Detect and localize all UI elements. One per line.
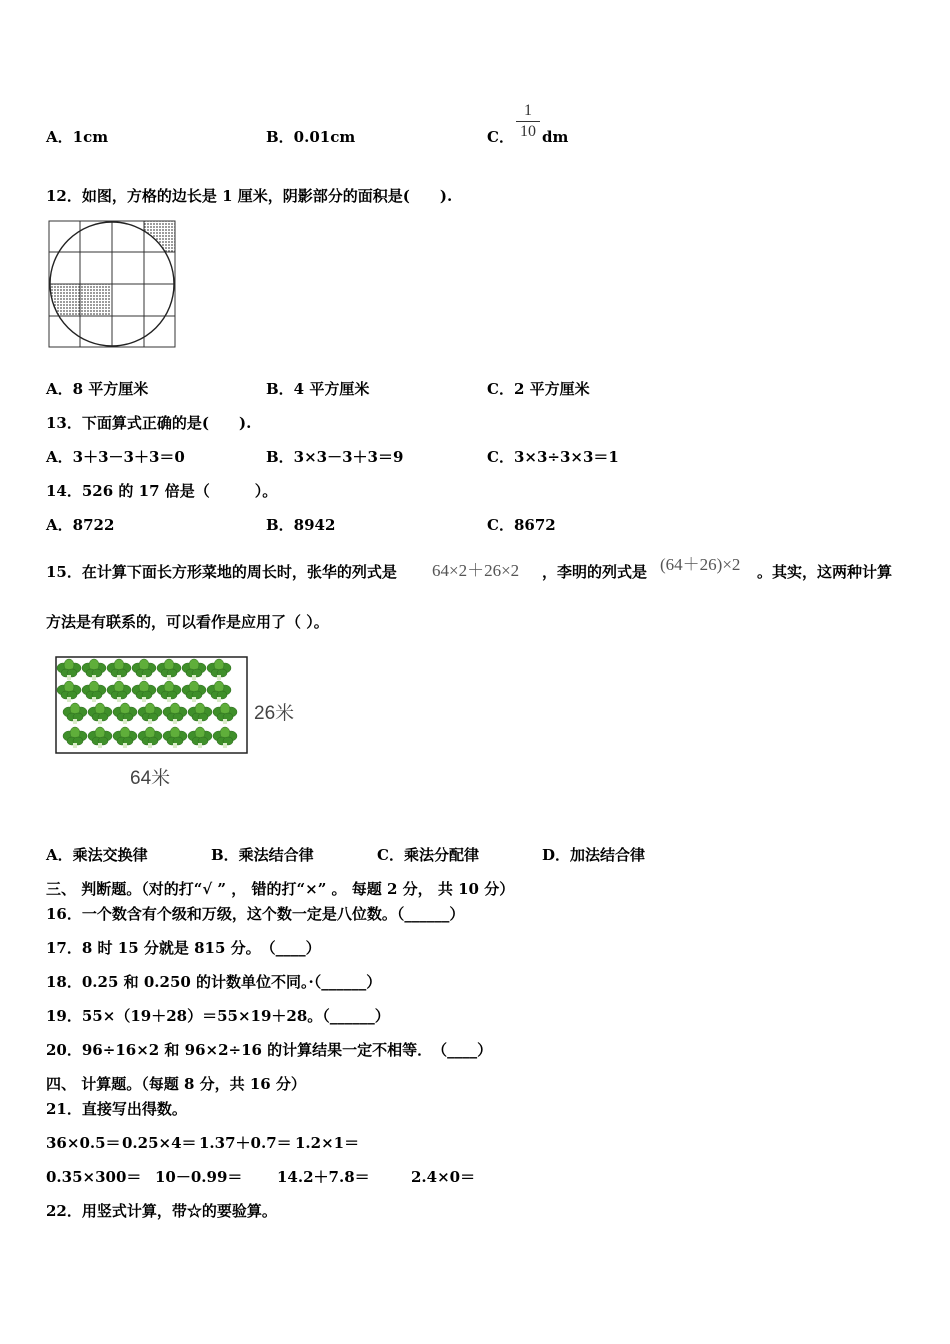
section3-title: 三、 判断题。（对的打“√ ” ， 错的打“×” 。 每题 2 分， 共 10 分） xyxy=(46,880,515,898)
q15-stem-part1: 15．在计算下面长方形菜地的周长时，张华的列式是 xyxy=(46,563,397,581)
calc-item: 0.25×4＝ xyxy=(122,1134,197,1152)
q14-option-a: A．8722 xyxy=(46,516,115,534)
q13-option-a: A．3＋3－3＋3＝0 xyxy=(46,448,185,466)
q15-option-b: B．乘法结合律 xyxy=(211,846,314,864)
section4-title: 四、 计算题。（每题 8 分，共 16 分） xyxy=(46,1075,306,1093)
q22-stem: 22．用竖式计算，带☆的要验算。 xyxy=(46,1202,277,1220)
q11-option-a: A．1cm xyxy=(46,128,109,146)
q15-garden-figure xyxy=(55,656,249,754)
calc-item: 1.2×1＝ xyxy=(295,1134,360,1152)
q14-option-c: C．8672 xyxy=(487,516,556,534)
q13-option-b: B．3×3－3＋3＝9 xyxy=(266,448,404,466)
calc-item: 10－0.99＝ xyxy=(155,1168,243,1186)
fraction-denominator: 10 xyxy=(520,123,536,140)
calc-item: 36×0.5＝ xyxy=(46,1134,121,1152)
q12-grid-circle-figure xyxy=(48,220,176,348)
fraction-bar xyxy=(516,121,540,122)
q15-formula-zhang: 64×2＋26×2 xyxy=(432,561,520,580)
fraction-numerator: 1 xyxy=(524,102,532,119)
q13-stem: 13．下面算式正确的是( ). xyxy=(46,414,252,432)
q14-option-b: B．8942 xyxy=(266,516,336,534)
q20: 20．96÷16×2 和 96×2÷16 的计算结果一定不相等． （____） xyxy=(46,1041,493,1059)
q15-width-label: 26米 xyxy=(254,703,295,724)
q14-stem: 14．526 的 17 倍是（ ）。 xyxy=(46,482,278,500)
q19: 19．55×（19＋28）＝55×19＋28。（______） xyxy=(46,1007,390,1025)
q12-option-b: B．4 平方厘米 xyxy=(266,380,370,398)
q21-stem: 21．直接写出得数。 xyxy=(46,1100,187,1118)
q12-stem: 12．如图，方格的边长是 1 厘米，阴影部分的面积是( ). xyxy=(46,187,453,205)
calc-item: 2.4×0＝ xyxy=(411,1168,476,1186)
q11-option-c-prefix: C． xyxy=(487,128,514,146)
calc-item: 14.2＋7.8＝ xyxy=(277,1168,370,1186)
q12-option-a: A．8 平方厘米 xyxy=(46,380,149,398)
q11-option-c-unit: dm xyxy=(542,128,569,146)
q15-stem-part2: ，李明的列式是 xyxy=(542,563,648,581)
q11-option-b: B．0.01cm xyxy=(266,128,356,146)
q15-formula-li: (64＋26)×2 xyxy=(660,555,741,574)
q15-option-a: A．乘法交换律 xyxy=(46,846,148,864)
q12-option-c: C．2 平方厘米 xyxy=(487,380,590,398)
calc-item: 1.37＋0.7＝ xyxy=(199,1134,292,1152)
q15-length-label: 64米 xyxy=(130,768,171,789)
q15-stem-line2: 方法是有联系的，可以看作是应用了（ ）。 xyxy=(46,613,329,631)
calc-item: 0.35×300＝ xyxy=(46,1168,142,1186)
q16: 16．一个数含有个级和万级，这个数一定是八位数。（______） xyxy=(46,905,465,923)
q15-option-d: D．加法结合律 xyxy=(542,846,646,864)
q13-option-c: C．3×3÷3×3＝1 xyxy=(487,448,619,466)
q18: 18．0.25 和 0.250 的计数单位不同。·（______） xyxy=(46,973,382,991)
q17: 17．8 时 15 分就是 815 分。 （____） xyxy=(46,939,321,957)
q11-option-c-fraction xyxy=(516,103,540,140)
q15-stem-part3: 。其实，这两种计算 xyxy=(757,563,893,581)
q15-option-c: C．乘法分配律 xyxy=(377,846,479,864)
